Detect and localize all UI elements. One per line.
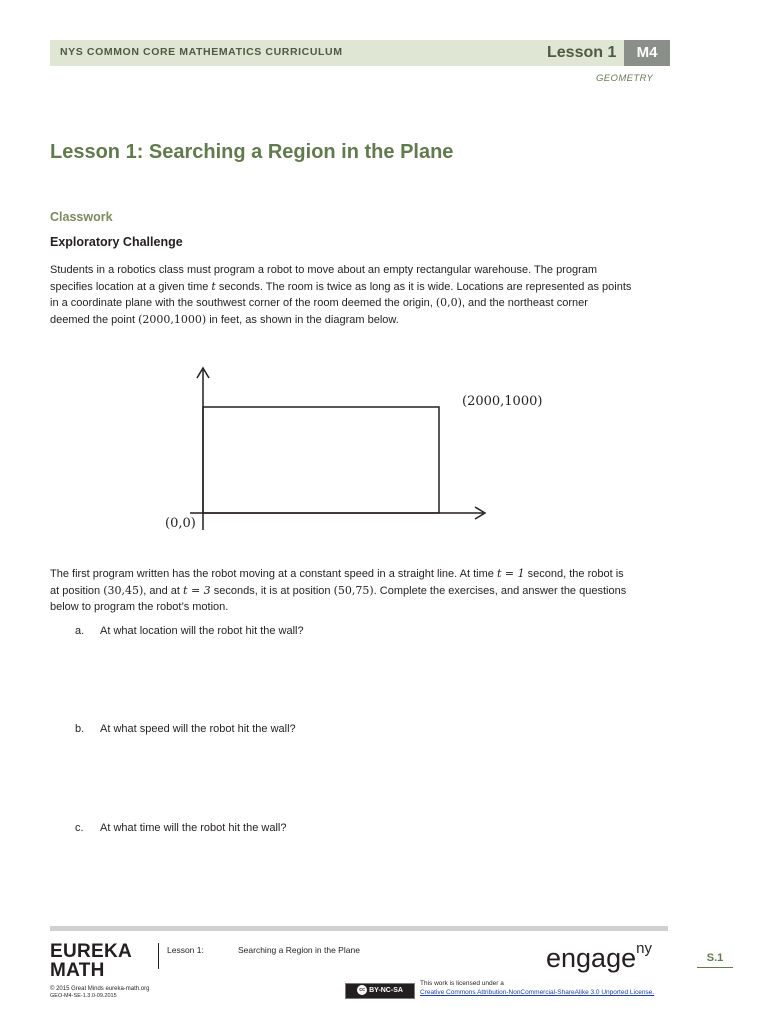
lesson-label: Lesson 1 xyxy=(547,44,617,61)
question-label: c. xyxy=(75,822,84,834)
program-line-2: at position (30,45), and at t = 3 seconds, it is at position (50,75). Complete the exercises, and answer the questions xyxy=(50,583,627,597)
room-rectangle xyxy=(203,407,439,513)
question-text: At what speed will the robot hit the wall? xyxy=(100,723,296,735)
cc-license-badge: cc BY-NC-SA xyxy=(345,983,415,999)
intro-line-2: specifies location at a given time t seconds. The room is twice as long as it is wide. Locations are represented as points xyxy=(50,279,632,293)
cc-icon: cc xyxy=(357,985,367,995)
program-paragraph xyxy=(50,566,670,616)
module-badge: M4 xyxy=(624,40,670,66)
footer-rule xyxy=(50,926,668,931)
eureka-math-logo: EUREKA MATH xyxy=(50,941,133,981)
question-label: b. xyxy=(75,723,85,735)
program-line-3: below to program the robot’s motion. xyxy=(50,601,229,613)
question-text: At what location will the robot hit the wall? xyxy=(100,625,304,637)
license-intro: This work is licensed under a xyxy=(420,980,504,987)
subsection-heading: Exploratory Challenge xyxy=(50,235,183,249)
license-link[interactable]: Creative Commons Attribution-NonCommercial-ShareAlike 3.0 Unported License. xyxy=(420,989,655,996)
page-number: S.1 xyxy=(706,952,724,964)
footer-lesson-title: Searching a Region in the Plane xyxy=(238,945,360,955)
warehouse-diagram xyxy=(150,360,550,540)
program-line-1: The first program written has the robot moving at a constant speed in a straight line. At time t = 1 second, the robot is xyxy=(50,567,624,580)
intro-line-4: deemed the point (2000,1000) in feet, as shown in the diagram below. xyxy=(50,312,399,326)
corner-label: (2000,1000) xyxy=(462,394,543,409)
intro-paragraph xyxy=(50,262,670,328)
intro-line-1: Students in a robotics class must program a robot to move about an empty rectangular warehouse. The program xyxy=(50,264,598,276)
question-label: a. xyxy=(75,625,85,637)
document-code: GEO-M4-SE-1.3.0-09.2015 xyxy=(50,993,117,999)
question-text: At what time will the robot hit the wall? xyxy=(100,822,287,834)
copyright-text: © 2015 Great Minds eureka-math.org xyxy=(50,986,150,992)
origin-label: (0,0) xyxy=(165,516,196,531)
section-heading: Classwork xyxy=(50,210,113,224)
subject-label: GEOMETRY xyxy=(596,73,654,84)
curriculum-label: NYS COMMON CORE MATHEMATICS CURRICULUM xyxy=(60,46,343,58)
intro-line-3: in a coordinate plane with the southwest corner of the room deemed the origin, (0,0), and the northeast corner xyxy=(50,296,588,309)
footer-lesson: Lesson 1: xyxy=(167,945,204,955)
footer-divider xyxy=(158,943,159,969)
engageny-logo: engage$^{ny}$ xyxy=(546,940,652,973)
page-title: Lesson 1: Searching a Region in the Plane xyxy=(50,141,454,163)
page-number-underline xyxy=(697,967,733,968)
